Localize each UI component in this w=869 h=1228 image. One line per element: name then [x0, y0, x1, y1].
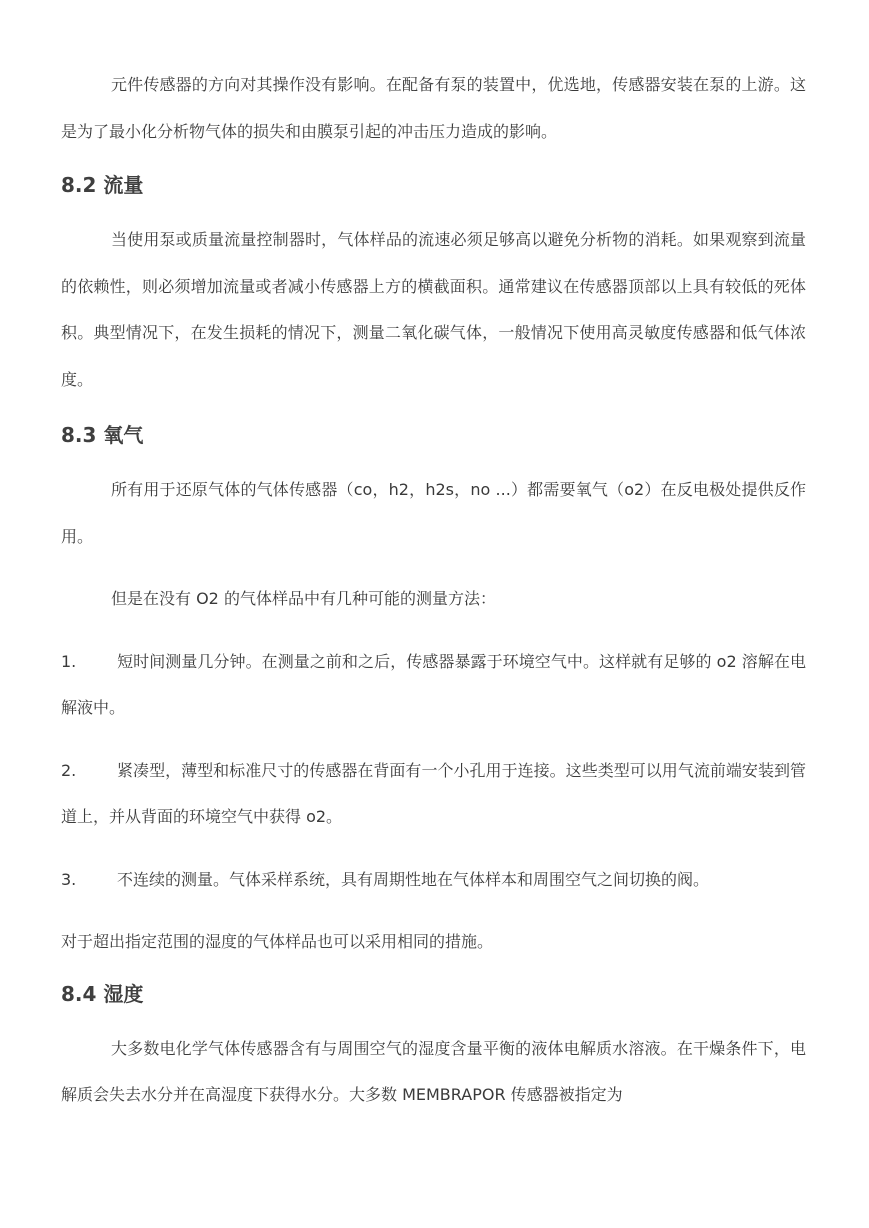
section-heading-oxygen: 8.3 氧气: [61, 423, 144, 447]
paragraph-oxygen-methods: 但是在没有 O2 的气体样品中有几种可能的测量方法：: [111, 589, 496, 608]
list-item: [61, 639, 806, 732]
paragraph-oxygen-intro: 所有用于还原气体的气体传感器（co，h2，h2s，no ...）都需要氧气（o2）在反电极处提供反作用。: [61, 480, 806, 546]
list-number: 1.: [61, 651, 77, 671]
paragraph-humidity-note: 对于超出指定范围的湿度的气体样品也可以采用相同的措施。: [61, 932, 494, 951]
section-heading-flow: 8.2 流量: [61, 173, 144, 197]
document-page: [61, 0, 806, 1119]
list-number: 2.: [61, 760, 77, 780]
list-text: 短时间测量几分钟。在测量之前和之后，传感器暴露于环境空气中。这样就有足够的 o2 溶解在电解液中。: [61, 651, 806, 717]
list-item: [61, 857, 806, 904]
paragraph-orientation: 元件传感器的方向对其操作没有影响。在配备有泵的装置中，优选地，传感器安装在泵的上游。这是为了最小化分析物气体的损失和由膜泵引起的冲击压力造成的影响。: [61, 75, 806, 141]
list-text: 不连续的测量。气体采样系统，具有周期性地在气体样本和周围空气之间切换的阀。: [117, 869, 710, 889]
list-text: 紧凑型，薄型和标准尺寸的传感器在背面有一个小孔用于连接。这些类型可以用气流前端安装到管道上，并从背面的环境空气中获得 o2。: [61, 760, 806, 826]
paragraph-humidity: 大多数电化学气体传感器含有与周围空气的湿度含量平衡的液体电解质水溶液。在干燥条件下，电解质会失去水分并在高湿度下获得水分。大多数 MEMBRAPOR 传感器被指定为: [61, 1038, 806, 1104]
list-item: [61, 748, 806, 841]
list-number: 3.: [61, 869, 77, 889]
paragraph-flow: 当使用泵或质量流量控制器时，气体样品的流速必须足够高以避免分析物的消耗。如果观察到流量的依赖性，则必须增加流量或者减小传感器上方的横截面积。通常建议在传感器顶部以上具有较低的死体积。典型情况下，在发生损耗的情况下，测量二氧化碳气体，一般情况下使用高灵敏度传感器和低气体浓度。: [61, 230, 806, 389]
section-heading-humidity: 8.4 湿度: [61, 981, 144, 1006]
